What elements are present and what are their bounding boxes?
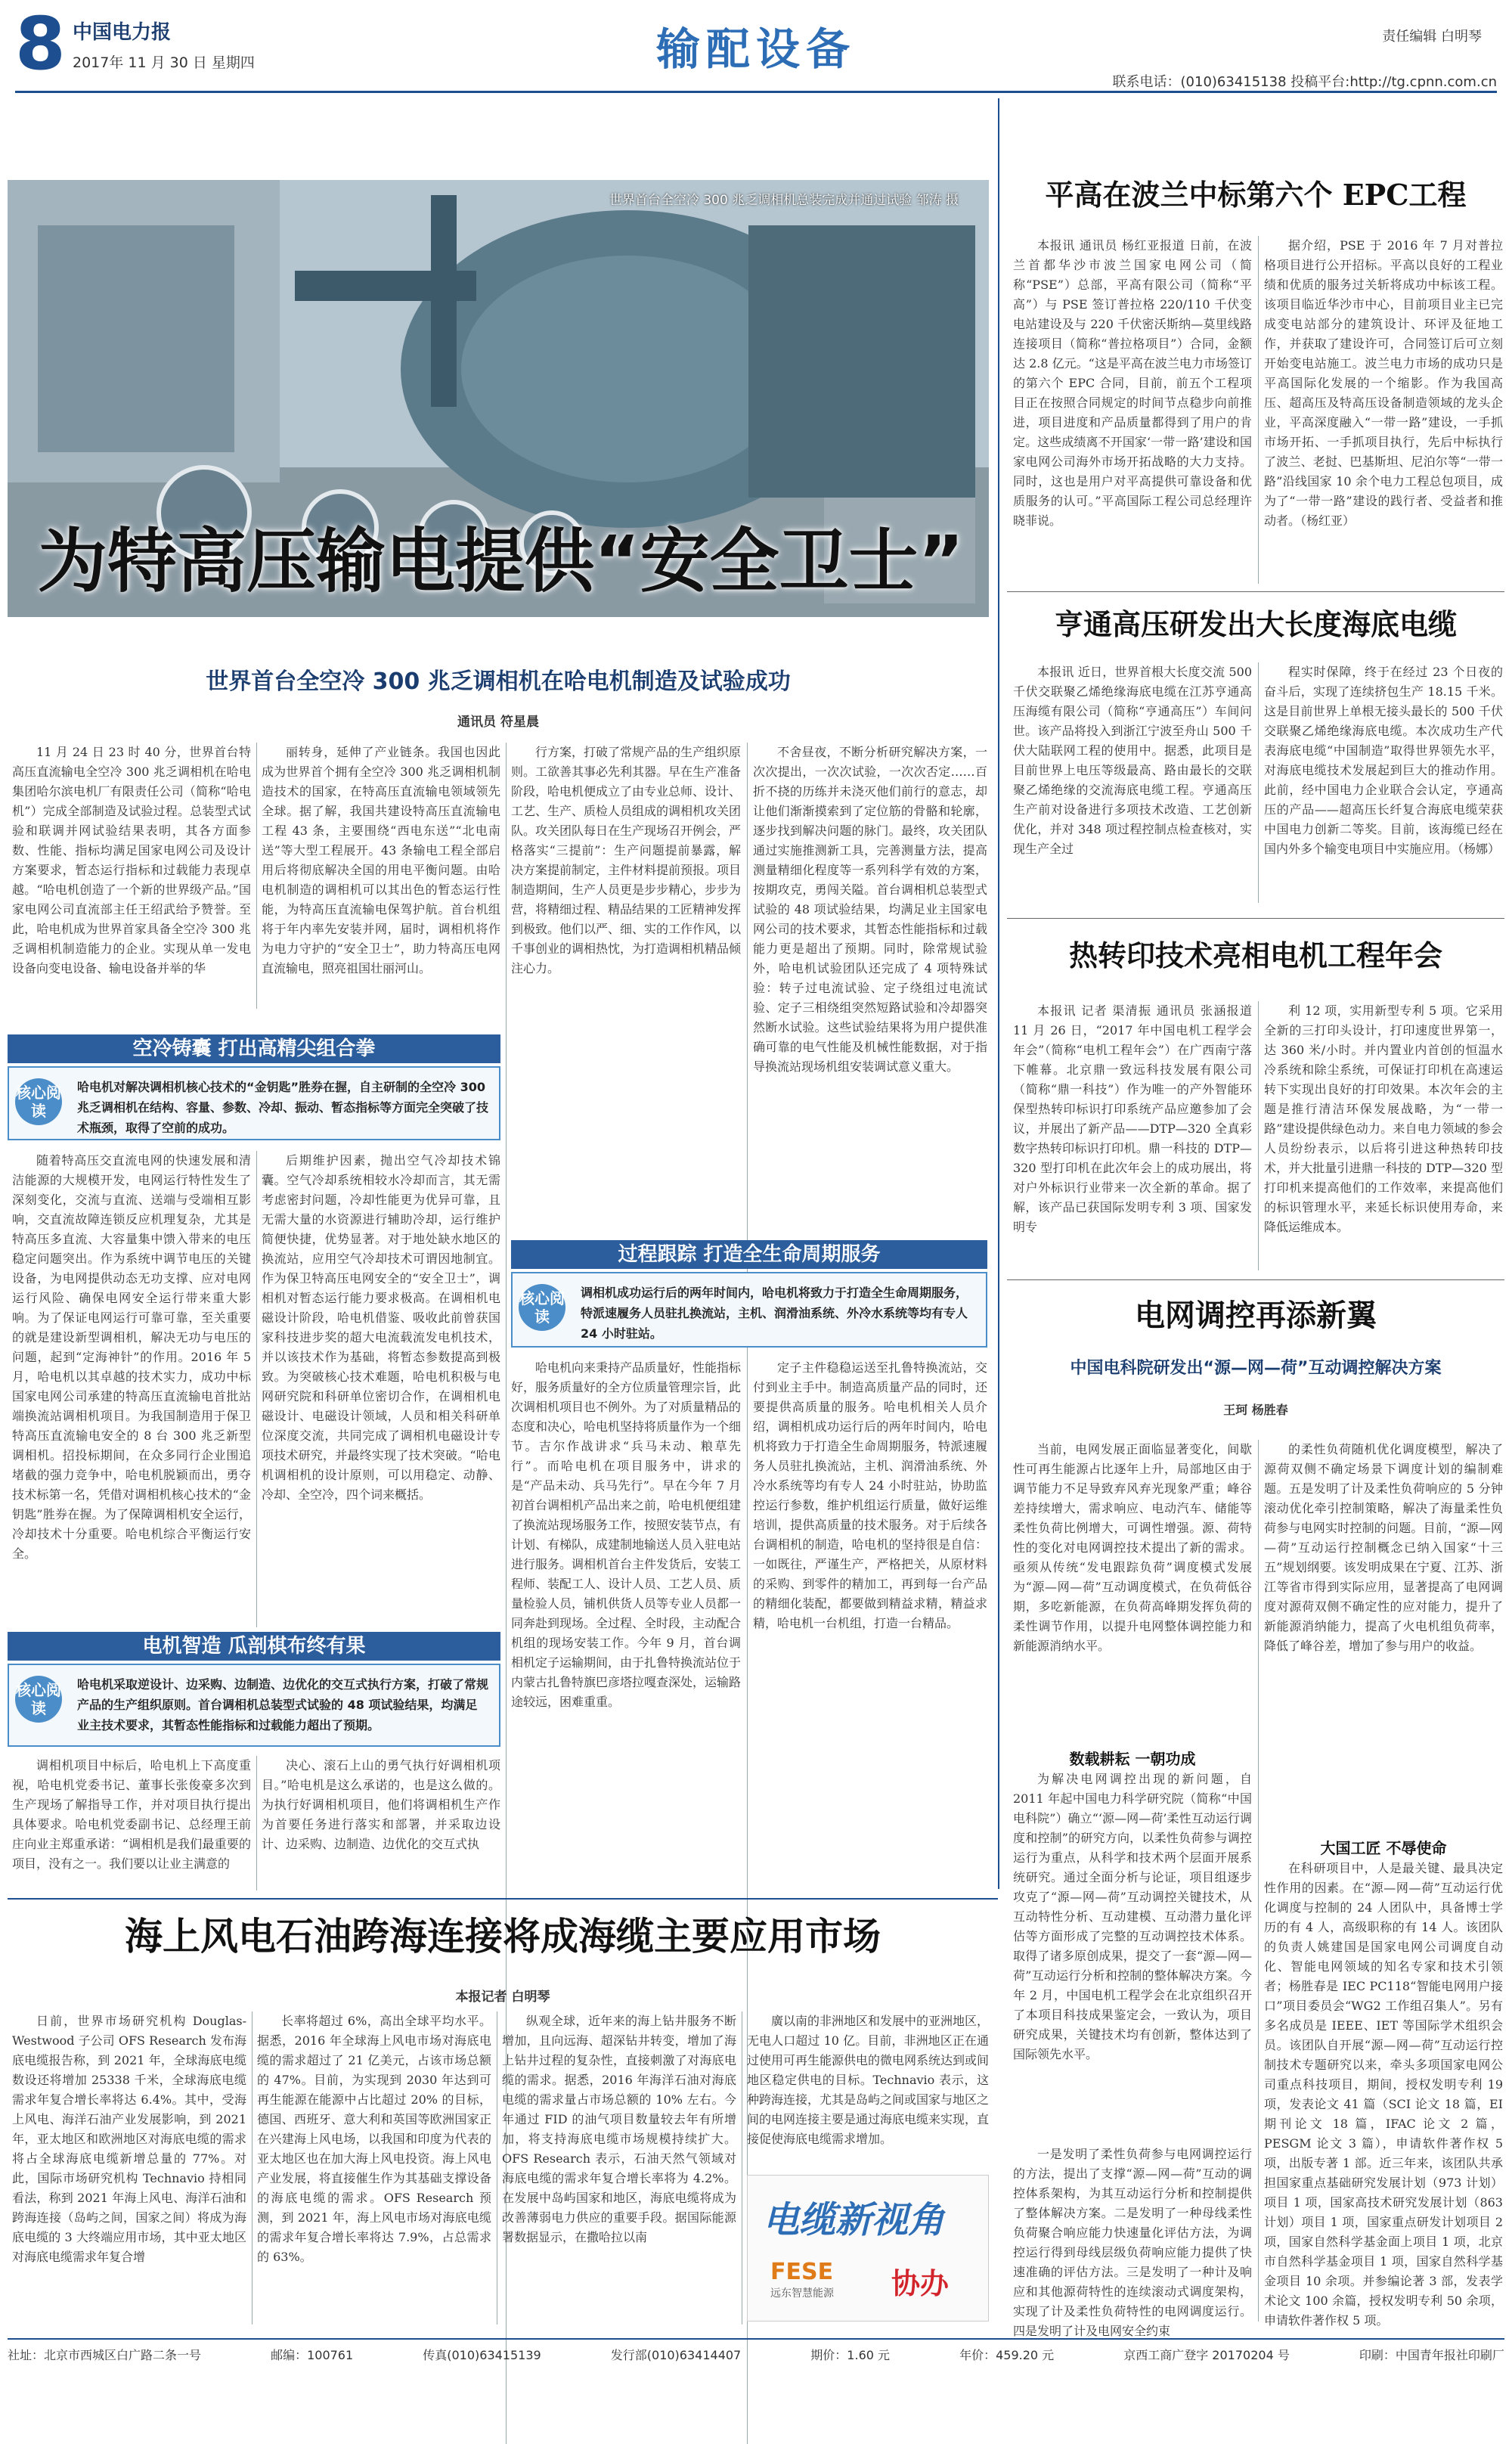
art5-subtitle: 中国电科院研发出“源—网—荷”互动调控解决方案: [1070, 1359, 1442, 1378]
lead-col-4: 不舍昼夜，不断分析研究解决方案，一次次提出，一次次试验，一次次否定……百折不挠的历练并未浇灭他们前行的意志，却让他们渐渐摸索到了定位筋的骨骼和轮廓，逐步找到解决问题的脉门。最终，攻关团队通过实施推测新工具，完善测量方法，提高测量精细化程度等一系列科学有效的方案，按期攻克，勇闯关隘。首台调相机总装型式试验的 48 项试验结果，均满足业主国家电网公司的技术要求，其暂态性能指标和过载能力更是超出了预期。同时，除常规试验外，哈电机试验团队还完成了 4 项特殊试验：转子过电流试验、定子绕组过电流试验、定子三相绕组突然短路试验和冷却器突然断水试验。这些试验结果将为用户提供准确可靠的电气性能及机械性能数据，对于指导换流站现场机组安装调试意义重大。: [753, 745, 987, 1074]
art3-title: 亨通高压研发出大长度海底电缆: [1054, 607, 1457, 641]
footer-fax: 传真(010)63415139: [423, 2348, 541, 2362]
art5-byline: 王珂 杨胜春: [1223, 1403, 1288, 1417]
art5-col-1c: 一是发明了柔性负荷参与电网调控运行的方法，提出了支撑“源—网—荷”互动的调控体系架构，为其互动运行分析和控制提供了整体解决方案。二是发明了一种母线柔性负荷聚合响应能力快速量化评估方法，为调控运行得到母线层级负荷响应能力提供了快速准确的评估方法。三是发明了一种计及响应和其他源荷特性的连续滚动式调度架构，实现了计及柔性负荷特性的电网调度运行。四是发明了计及电网安全约束: [1013, 2147, 1252, 2338]
core-reading-text-1: 哈电机对解决调相机核心技术的“金钥匙”胜券在握，自主研制的全空冷 300 兆乏调相机在结构、容量、参数、冷却、振动、暂态指标等方面完全突破了技术瓶颈，取得了空前的成功。: [77, 1080, 489, 1135]
lead-subtitle: 世界首台全空冷 300 兆乏调相机在哈电机制造及试验成功: [206, 668, 791, 695]
core-reading-1: [8, 1066, 500, 1140]
box2-col-2: 定子主件稳稳运送至扎鲁特换流站，交付到业主手中。制造高质量产品的同时，还要提供高质量的服务。哈电机相关人员介绍，调相机成功运行后的两年时间内，哈电机将致力于打造全生命周期服务，特派速履务人员驻扎换流站，主机、润滑油系统、外冷水系统等均有专人 24 小时驻站，协助监控运行参数，维护机组运行质量，做好运维培训，提供高质量的技术服务。对于后续各台调相机的制造，哈电机的坚持很是自信：一如既往，严谨生产，严格把关，从原材料的采购、到零件的精加工，再到每一台产品的精细化装配，都要做到精益求精，精益求精，哈电机一台机组，打造一台精品。: [753, 1360, 987, 1630]
lead-col-3: 行方案，打破了常规产品的生产组织原则。工欲善其事必先利其器。早在生产准备阶段，哈电机便成立了由专业总师、设计、工艺、生产、质检人员组成的调相机攻关团队。攻关团队每日在生产现场召开例会，严格落实“三提前”：生产问题提前暴露，解决方案提前制定，主件材料提前预报。项目制造期间，生产人员更是步步精心，步步为营，将精细过程、精品结果的工匠精神发挥到极致。他们以严、细、实的工作作风，以千事创业的调相热忱，为打造调相机精品倾注心力。: [511, 745, 742, 975]
masthead-rule: [15, 91, 1497, 93]
art6-col-4: 廣以南的非洲地区和发展中的亚洲地区，无电人口超过 10 亿。目前，非洲地区正在通过使用可再生能源供电的微电网系统达到或间地区稳定供电的目标。Technavio 表示，这种跨海连接，尤其是岛屿之间或国家与地区之间的电网连接主要是通过海底电缆来实现，直接促使海底电缆需求增加。: [747, 2014, 990, 2146]
art4-col-2: 利 12 项，实用新型专利 5 项。它采用全新的三打印头设计，打印速度世界第一，达 360 米/小时。并内置业内首创的恒温水冷系统和除尘系统，可保证打印机在高速运转下实现出良好的打印效果。本次年会的主题是推行清洁环保发展战略，为“一带一路”建设提供绿色动力。来自电力领域的参会人员纷纷表示，以后将引进这种热转印技术，并大批量引进鼎一科技的 DTP—320 型打印机来提高他们的工作效率，来提高他们的标识管理水平，来延长标识使用寿命，来降低运维成本。: [1264, 1003, 1503, 1234]
art5-col-2b: 在科研项目中，人是最关键、最具决定性作用的因素。在“源—网—荷”互动运行优化调度与控制的 24 人团队中，具备博士学历的有 4 人，高级职称的有 14 人。该团队的负责人姚建国是国家电网公司调度自动化、智能电网领域的知名专家和技术引领者；杨胜春是 IEC PC118“智能电网用户接口”项目委员会“WG2 工作组召集人”。另有多名成员是 IEEE、IET 等国际学术组织会员。该团队自开展“源—网—荷”互动运行控制技术专题研究以来，牵头多项国家电网公司重点科技项目，期间，授权发明专利 19 项，发表论文 41 篇（SCI 论文 18 篇，EI 期刊论文 18 篇，IFAC 论文 2 篇，PESGM 论文 3 篇），申请软件著作权 5 项，出版专著 1 部。近三年来，该团队共承担国家重点基础研究发展计划（973 计划）项目 1 项，国家高技术研究发展计划（863 计划）项目 1 项，国家重点研发计划项目 2 项，国家自然科学基金面上项目 1 项，北京市自然科学基金项目 1 项，国家自然科学基金项目 10 余项。并参编论著 3 部，发表学术论文 100 余篇，授权发明专利 50 余项，申请软件著作权 5 项。: [1264, 1861, 1503, 2328]
art4-col-1: 本报讯 记者 渠清振 通讯员 张涵报道 11 月 26 日，“2017 年中国电机工程学会年会”（简称“电机工程年会”）在广西南宁落下帷幕。北京鼎一致远科技发展有限公司（简称“鼎一科技”）作为唯一的产外智能环保型热转印标识打印系统产品应邀参加了会议，并展出了新产品——DTP—320 全真彩数字热转印标识打印机。鼎一科技的 DTP—320 型打印机在此次年会上的成功展出，将对户外标识行业带来一次全新的革命。据了解，该产品已获国际发明专利 3 项、国家发明专: [1013, 1003, 1252, 1234]
footer-distribution: 发行部(010)63414407: [610, 2348, 742, 2362]
box1-col-1: 随着特高压交直流电网的快速发展和清洁能源的大规模开发，电网运行特性发生了深刻变化，交流与直流、送端与受端相互影响，交直流故障连锁反应机理复杂，尤其是特高压多直流、大容量集中馈入带来的电压稳定问题突出。作为系统中调节电压的关键设备，为电网提供动态无功支撑、应对电网运行风险、确保电网安全运行带来重大影响。为了保证电网运行可靠可靠，至关重要的就是建设新型调相机，解决无功与电压的问题，起到“定海神针”的作用。2016 年 5 月，哈电机以其卓越的技术实力，成功中标国家电网公司承建的特高压直流输电首批站端换流站调相机项目。为我国制造用于保卫特高压直流输电安全的 8 台 300 兆乏新型调相机。招投标期间，在众多同行企业围追堵截的强力竞争中，哈电机脱颖而出，勇夺技术标第一名，凭借对调相机核心技术的“金钥匙”胜券在握。为了保障调相机安全运行，冷却技术十分重要。哈电机综合平衡运行安全。: [12, 1153, 251, 1561]
box1-col-2: 后期维护因素，抛出空气冷却技术锦囊。空气冷却系统相较水冷却而言，其无需考虑密封问题，冷却性能更为优异可靠，且无需大量的水资源进行辅助冷却，运行维护简便快捷，优势显著。对于地处缺水地区的换流站，应用空气冷却技术可谓因地制宜。作为保卫特高压电网安全的“安全卫士”，调相机对暂态运行能力要求极高。在调相机电磁设计阶段，哈电机借鉴、吸收此前曾获国家科技进步奖的超大电流载流发电机技术，并以该技术作为基础，将暂态参数提高到极致。为突破核心技术难题，哈电机积极与电网研究院和科研单位密切合作，在调相机电磁设计、电磁设计领域，人员和相关科研单位深度交流，共同完成了调相机电磁设计专项技术研究，并最终实现了技术突破。“哈电机调相机的设计原则，可以用稳定、动静、冷却、全空冷，四个词来概括。: [262, 1153, 500, 1502]
page-number: 8: [15, 2, 66, 86]
photo-caption: 世界首台全空冷 300 兆乏调相机总装完成并通过试验 邹涛 摄: [609, 193, 959, 208]
art3-col-1: 本报讯 近日，世界首根大长度交流 500 千伏交联聚乙烯绝缘海底电缆在江苏亨通高压海缆有限公司（简称“亨通高压”）车间问世。该产品将投入到浙江宁波至舟山 500 千伏大陆联网工程的使用中。据悉，此项目是目前世界上电压等级最高、路由最长的交联聚乙烯绝缘的交流海底电缆工程。亨通高压生产前对设备进行多项技术改造、工艺创新优化，并对 348 项过程控制点检查核对，实现生产全过: [1013, 665, 1252, 856]
footer: [8, 2346, 1504, 2368]
art4-title: 热转印技术亮相电机工程年会: [1068, 938, 1442, 972]
box3-col-1: 调相机项目中标后，哈电机上下高度重视，哈电机党委书记、董事长张俊豪多次到生产现场了解指导工作，并对项目执行提出具体要求。哈电机党委副书记、总经理王前庄向业主郑重承诺：“调相机是我们最重要的项目，没有之一。我们要以让业主满意的: [12, 1758, 251, 1871]
sponsor-cooperate: 协办: [891, 2267, 950, 2300]
core-reading-2: [511, 1272, 987, 1348]
section-contact: 联系电话：(010)63415138 投稿平台:http://tg.cpnn.com.cn: [1112, 74, 1497, 90]
footer-annual: 年价：459.20 元: [959, 2348, 1055, 2362]
sponsor-logo-text: FESE: [770, 2259, 834, 2285]
art6-col-1: 日前，世界市场研究机构 Douglas-Westwood 子公司 OFS Research 发布海底电缆报告称，到 2021 年，全球海底电缆数设还将增加 25338 千米，全球海底电缆需求年复合增长率将达 6.4%。其中，受海上风电、海洋石油产业发展影响，到 2021 年，亚太地区和欧洲地区对海底电缆的需求将占全球海底电缆新增总量的 77%。对此，国际市场研究机构 Technavio 持相同看法，称到 2021 年海上风电、海洋石油和跨海连接（岛屿之间，国家之间）将成为海底电缆的 3 大终端应用市场，其中亚太地区对海底电缆需求年复合增: [12, 2014, 246, 2264]
art2-title: 平高在波兰中标第六个 EPC工程: [1045, 178, 1467, 212]
art5-subhead-2: 大国工匠 不辱使命: [1320, 1839, 1447, 1857]
sponsor-logo-sub: 远东智慧能源: [770, 2287, 834, 2300]
art6-col-3: 纵观全球，近年来的海上钻井服务不断增加，且向远海、超深钻井转变，增加了海上钻井过程的复杂性，直接刺激了对海底电缆的需求。据悉，2016 年海洋石油对海底电缆的需求量占市场总额的 10% 左右。今年通过 FID 的油气项目数量较去年有所增加，将支持海底电缆市场规模持续扩大。OFS Research 表示，石油天然气领域对海底电缆的需求年复合增长率将为 4.2%。在发展中岛屿国家和地区，海底电缆将成为改善薄弱电力供应的重要手段。据国际能源署数据显示，在撒哈拉以南: [502, 2014, 736, 2244]
art5-col-1b: 为解决电网调控出现的新问题，自 2011 年起中国电力科学研究院（简称“中国电科院”）确立“‘源—网—荷’柔性互动运行调度和控制”的研究方向，以柔性负荷参与调控运行为重点，从科学和技术两个层面开展系统研究。通过全面分析与论证，项目组逐步攻克了“源—网—荷”互动调控关键技术，从互动特性分析、互动建模、互动潜力量化评估等方面形成了完整的互动调控技术体系。取得了诸多原创成果，提交了一套“源—网—荷”互动运行分析和控制的整体解决方案。今年 2 月，中国电机工程学会在北京组织召开了本项目科技成果鉴定会，一致认为，项目研究成果，关键技术均有创新，整体达到了国际领先水平。: [1013, 1772, 1252, 2061]
core-reading-text-3: 哈电机采取逆设计、边采购、边制造、边优化的交互式执行方案，打破了常规产品的生产组织原则。首台调相机总装型式试验的 48 项试验结果，均满足业主技术要求，其暂态性能指标和过载能力超出了预期。: [77, 1677, 489, 1732]
art2-col-1: 本报讯 通讯员 杨红亚报道 日前，在波兰首都华沙市波兰国家电网公司（简称“PSE”）总部，平高有限公司（简称“平高”）与 PSE 签订普拉格 220/110 千伏变电站建设及与 220 千伏密沃斯纳—莫里线路连接项目（简称“普拉格项目”）合同，金额达 2.8 亿元。“这是平高在波兰电力市场签订的第六个 EPC 合同，目前，前五个工程项目正在按照合同规定的时间节点稳步向前推进，项目进度和产品质量都得到了用户的肯定。这些成绩离不开国家‘一带一路’建设和国家电网公司海外市场开拓战略的大力支持。同时，这也是用户对平高提供可靠设备和优质服务的认可。”平高国际工程公司总经理许晓菲说。: [1013, 238, 1252, 528]
footer-printer: 印刷：中国青年报社印刷厂: [1359, 2348, 1504, 2362]
section-band-1: 空冷铸囊 打出高精尖组合拳: [8, 1034, 500, 1063]
section-band-3: 电机智造 瓜剖棋布终有果: [8, 1632, 500, 1661]
art5-col-2: 的柔性负荷随机优化调度模型，解决了源荷双侧不确定场景下调度计划的编制难题。五是发明了计及柔性负荷响应的 5 分钟滚动优化牵引控制策略，解决了海量柔性负荷参与电网实时控制的问题。目前，“源—网—荷”互动运行控制概念已纳入国家“十三五”规划纲要。该发明成果在宁夏、江苏、浙江等省市得到实际应用，显著提高了电网调度对源荷双侧不确定性的应对能力，提升了新能源消纳能力，提高了火电机组负荷率，降低了峰谷差，增加了参与用户的收益。: [1264, 1442, 1503, 1653]
art6-col-2: 长率将超过 6%，高出全球平均水平。据悉，2016 年全球海上风电市场对海底电缆的需求超过了 21 亿美元，占该市场总额的 47%。目前，为实现到 2030 年达到可再生能源在能源中占比超过 20% 的目标，德国、西班牙、意大利和英国等欧洲国家正在兴建海上风电场，以我国和印度为代表的亚太地区也在加大海上风电投资。海上风电产业发展，将直接催生作为其基础支撑设备的海底电缆的需求。OFS Research 预测，到 2021 年，海上风电市场对海底电缆的需求年复合增长率将达 7.9%，占总需求的 63%。: [257, 2014, 491, 2264]
issue-date: 2017年 11 月 30 日 星期四: [73, 54, 255, 71]
sponsor-ad-title: 电缆新视角: [763, 2199, 945, 2241]
core-reading-badge-2: 核心阅读: [519, 1284, 565, 1331]
lead-photo: [8, 180, 989, 617]
lead-headline: 为特高压输电提供“安全卫士”: [38, 521, 964, 602]
lead-col-2: 丽转身，延伸了产业链条。我国也因此成为世界首个拥有全空冷 300 兆乏调相机制造技术的国家，在特高压直流输电领域领先全球。据了解，我国共建设特高压直流输电工程 43 条，主要围绕“西电东送”“北电南送”等大型工程展开。43 条输电工程全部启用后将彻底解决全国的用电平衡问题。由哈电机制造的调相机可以其出色的暂态运行性能，为特高压直流输电保驾护航。首台机组将于年内率先安装并网，届时，调相机将作为电力守护的“安全卫士”，助力特高压电网直流输电，照亮祖国壮丽河山。: [262, 745, 500, 975]
art5-col-1: 当前，电网发展正面临显著变化，间歇性可再生能源占比逐年上升，局部地区由于调节能力不足导致弃风弃光现象严重；峰谷差持续增大，需求响应、电动汽车、储能等柔性负荷比例增大，可调性增强。源、荷特性的变化对电网调控技术提出了新的需求。亟须从传统“发电跟踪负荷”调度模式发展为“源—网—荷”互动调度模式，在负荷低谷期，多吃新能源，在负荷高峰期发挥负荷的柔性调节作用，以提升电网整体调控能力和新能源消纳水平。: [1013, 1442, 1252, 1653]
core-reading-badge-3: 核心阅读: [15, 1676, 62, 1723]
footer-price: 期价：1.60 元: [810, 2348, 891, 2362]
art2-col-2: 据介绍，PSE 于 2016 年 7 月对普拉格项目进行公开招标。平高以良好的工程业绩和优质的服务过关斩将成功中标该工程。该项目临近华沙市中心，目前项目业主已完成变电站部分的建筑设计、环评及征地工作，并获取了建设许可，合同签订后可立刻开始变电站施工。波兰电力市场的成功只是平高国际化发展的一个缩影。作为我国高压、超高压及特高压设备制造领域的龙头企业，平高深度融入“一带一路”建设，一手抓市场开拓、一手抓项目执行，先后中标执行了波兰、老挝、巴基斯坦、尼泊尔等“一带一路”沿线国家 10 余个电力工程总包项目，成为了“一带一路”建设的践行者、受益者和推动者。（杨红亚）: [1264, 238, 1503, 528]
footer-postcode: 邮编：100761: [271, 2348, 354, 2362]
core-reading-badge-1: 核心阅读: [15, 1078, 62, 1125]
paper-name: 中国电力报: [73, 21, 172, 44]
sponsor-ad: [747, 2175, 989, 2321]
art3-col-2: 程实时保障，终于在经过 23 个日夜的奋斗后，实现了连续挤包生产 18.15 千米。这是目前世界上单根无接头最长的 500 千伏交联聚乙烯绝缘海底电缆。本次成功生产代表海底电缆“中国制造”取得世界领先水平，对海底电缆技术发展起到巨大的推动作用。此前，经中国电力企业联合会认定，亨通高压的产品——超高压长纤复合海底电缆荣获中国电力创新二等奖。目前，该海缆已经在国内外多个输变电项目中实施应用。（杨娜）: [1264, 665, 1503, 856]
box3-col-2: 决心、滚石上山的勇气执行好调相机项目。”哈电机是这么承诺的，也是这么做的。为执行好调相机项目，他们将调相机生产作为首要任务进行落实和部署，并采取边设计、边采购、边制造、边优化的交互式执: [262, 1758, 500, 1851]
lead-byline: 通讯员 符星晨: [457, 715, 539, 730]
core-reading-3: [8, 1664, 500, 1747]
section-editor: 责任编辑 白明琴: [1382, 29, 1482, 45]
art6-byline: 本报记者 白明琴: [455, 1990, 550, 2005]
art5-subhead-1: 数载耕耘 一朝功成: [1069, 1750, 1196, 1768]
box2-col-1: 哈电机向来秉持产品质量好，性能指标好，服务质量好的全方位质量管理宗旨，此次调相机项目也不例外。为了对质量精品的态度和决心，哈电机坚持将质量作为一个细节。吉尔作战讲求“兵马未动、粮草先行”。而哈电机在项目服务中，讲求的是“产品未动、兵马先行”。早在今年 7 月初首台调相机产品出来之前，哈电机便组建了换流站现场服务工作，按照安装节点，有计划、有梯队，成建制地输送人员入驻电站进行服务。调相机首台主件发货后，安装工程师、装配工人、设计人员、工艺人员、质量检验人员，铺机供货人员等专业人员都一同奔赴到现场。全过程、全时段，主动配合机组的现场安装工作。今年 9 月，首台调相机定子运输期间，由于扎鲁特换流站位于内蒙古扎鲁特旗巴彦塔拉嘎查深处，运输路途较远，困难重重。: [511, 1360, 742, 1709]
art5-title: 电网调控再添新翼: [1135, 1298, 1377, 1333]
core-reading-text-2: 调相机成功运行后的两年时间内，哈电机将致力于打造全生命周期服务，特派速履务人员驻扎换流站，主机、润滑油系统、外冷水系统等均有专人 24 小时驻站。: [581, 1286, 968, 1341]
lead-col-1: 11 月 24 日 23 时 40 分，世界首台特高压直流输电全空冷 300 兆乏调相机在哈电集团哈尔滨电机厂有限责任公司（简称“哈电机”）完成全部制造及试验过程。总装型式试验和联调并网试验结果表明，其各方面参数、性能、指标均满足国家电网公司及设计方案要求，暂态运行指标和过载能力表现卓越。“哈电机创造了一个新的世界级产品。”国家电网公司直流部主任王绍武给予赞誉。至此，哈电机成为世界首家具备全空冷 300 兆乏调相机制造能力的企业。实现从单一发电设备向变电设备、输电设备并举的华: [12, 745, 251, 975]
art6-title: 海上风电石油跨海连接将成海缆主要应用市场: [125, 1914, 881, 1959]
section-title: 输配设备: [655, 23, 856, 75]
sponsor-logo: [770, 2259, 876, 2304]
footer-ad-license: 京西工商广登字 20170204 号: [1123, 2348, 1290, 2362]
footer-address: 社址：北京市西城区白广路二条一号: [8, 2348, 202, 2362]
section-band-2: 过程跟踪 打造全生命周期服务: [511, 1240, 987, 1269]
